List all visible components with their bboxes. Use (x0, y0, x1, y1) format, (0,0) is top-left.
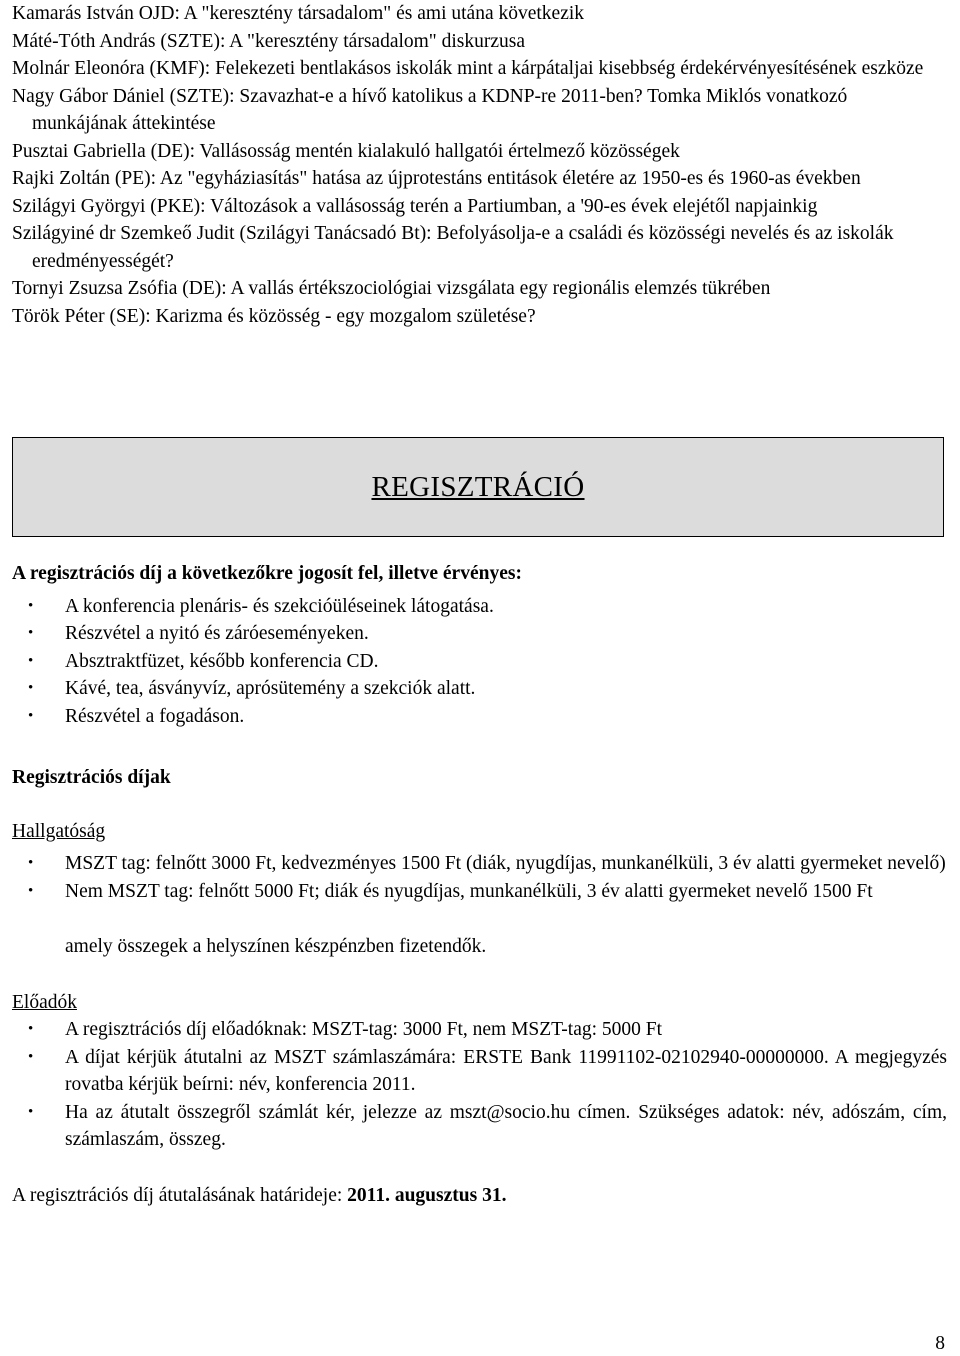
presentation-item: Molnár Eleonóra (KMF): Felekezeti bentlakásos iskolák mint a kárpátaljai kisebbség érdekérvényesítésének eszköze (12, 58, 924, 79)
presentation-item: Török Péter (SE): Karizma és közösség - egy mozgalom születése? (12, 305, 536, 327)
presentation-item: Szilágyi Györgyi (PKE): Változások a vallásosság terén a Partiumban, a '90-es évek elejétől napjainkig (12, 195, 818, 217)
speaker-fees-list (12, 1016, 947, 1154)
speaker-fee-text: A díjat kérjük átutalni az MSZT számlaszámára: ERSTE Bank 11991102-02102940-00000000. A megjegyzés rovatba kérjük beírni: név, konferencia 2011. (65, 1046, 947, 1095)
student-fee-text: MSZT tag: felnőtt 3000 Ft, kedvezményes 1500 Ft (diák, nyugdíjas, munkanélküli, 3 év alatti gyermeket nevelő) (65, 853, 946, 874)
bullet-icon: • (28, 680, 34, 696)
benefit-text: A konferencia plenáris- és szekcióüléseinek látogatása. (65, 595, 494, 617)
benefit-item (12, 620, 947, 648)
speaker-fee-item (12, 1099, 947, 1154)
speaker-fee-item (12, 1016, 947, 1044)
students-heading: Hallgatóság (12, 820, 106, 842)
fees-heading: Regisztrációs díjak (12, 767, 171, 788)
student-fee-item (12, 878, 947, 906)
deadline-date: 2011. augusztus 31. (347, 1184, 507, 1206)
presentation-item: Pusztai Gabriella (DE): Vallásosság mentén kialakuló hallgatói értelmező közösségek (12, 140, 680, 162)
benefit-item (12, 593, 947, 621)
student-fees-list (12, 850, 947, 905)
bullet-icon: • (28, 707, 34, 724)
benefit-item (12, 675, 947, 703)
presentation-item: Szilágyiné dr Szemkeő Judit (Szilágyi Tanácsadó Bt): Befolyásolja-e a családi és közösségi nevelés és az iskolák eredményességét? (12, 223, 894, 272)
benefit-item (12, 648, 947, 676)
benefit-item (12, 703, 947, 731)
bullet-icon: • (28, 597, 34, 614)
deadline-line (12, 1182, 947, 1210)
presentation-item: Kamarás István OJD: A "keresztény társadalom" és ami utána következik (12, 3, 585, 24)
benefit-text: Részvétel a nyitó és záróeseményeken. (65, 623, 369, 644)
benefit-text: Absztraktfüzet, később konferencia CD. (65, 650, 379, 672)
bullet-icon: • (28, 882, 34, 899)
deadline-label: A regisztrációs díj átutalásának határideje: (12, 1184, 348, 1206)
benefits-list (12, 593, 947, 731)
registration-intro: A regisztrációs díj a következőkre jogosít fel, illetve érvényes: (12, 563, 522, 584)
speaker-fee-item (12, 1044, 947, 1099)
bullet-icon: • (28, 855, 34, 871)
student-fee-item (12, 850, 947, 878)
bullet-icon: • (28, 625, 34, 641)
presentation-item: Nagy Gábor Dániel (SZTE): Szavazhat-e a hívő katolikus a KDNP-re 2011-ben? Tomka Miklós vonatkozó munkájának áttekintése (12, 85, 848, 134)
benefit-text: Részvétel a fogadáson. (65, 705, 245, 727)
bullet-icon: • (28, 1021, 34, 1037)
presentation-item: Máté-Tóth András (SZTE): A "keresztény társadalom" diskurzusa (12, 30, 526, 52)
presentation-item: Rajki Zoltán (PE): Az "egyháziasítás" hatása az újprotestáns entitások életére az 1950-es és 1960-as években (12, 168, 861, 189)
speakers-heading: Előadók (12, 991, 77, 1013)
page-number: 8 (935, 1333, 945, 1354)
bullet-icon: • (28, 1103, 34, 1120)
payment-note: amely összegek a helyszínen készpénzben fizetendők. (65, 936, 487, 957)
presentation-item: Tornyi Zsuzsa Zsófia (DE): A vallás értékszociológiai vizsgálata egy regionális elemzés tükrében (12, 278, 771, 299)
registration-section (12, 560, 947, 1209)
registration-title: REGISZTRÁCIÓ (371, 470, 585, 503)
student-fee-text: Nem MSZT tag: felnőtt 5000 Ft; diák és nyugdíjas, munkanélküli, 3 év alatti gyermeket nevelő 1500 Ft (65, 880, 873, 902)
speaker-fee-text: Ha az átutalt összegről számlát kér, jelezze az mszt@socio.hu címen. Szükséges adatok: név, adószám, cím, számlaszám, összeg. (65, 1101, 947, 1150)
speaker-fee-text: A regisztrációs díj előadóknak: MSZT-tag: 3000 Ft, nem MSZT-tag: 5000 Ft (65, 1019, 663, 1040)
benefit-text: Kávé, tea, ásványvíz, aprósütemény a szekciók alatt. (65, 678, 476, 699)
presentation-list (12, 0, 947, 330)
bullet-icon: • (28, 1048, 34, 1065)
registration-banner (12, 437, 944, 537)
bullet-icon: • (28, 652, 34, 669)
